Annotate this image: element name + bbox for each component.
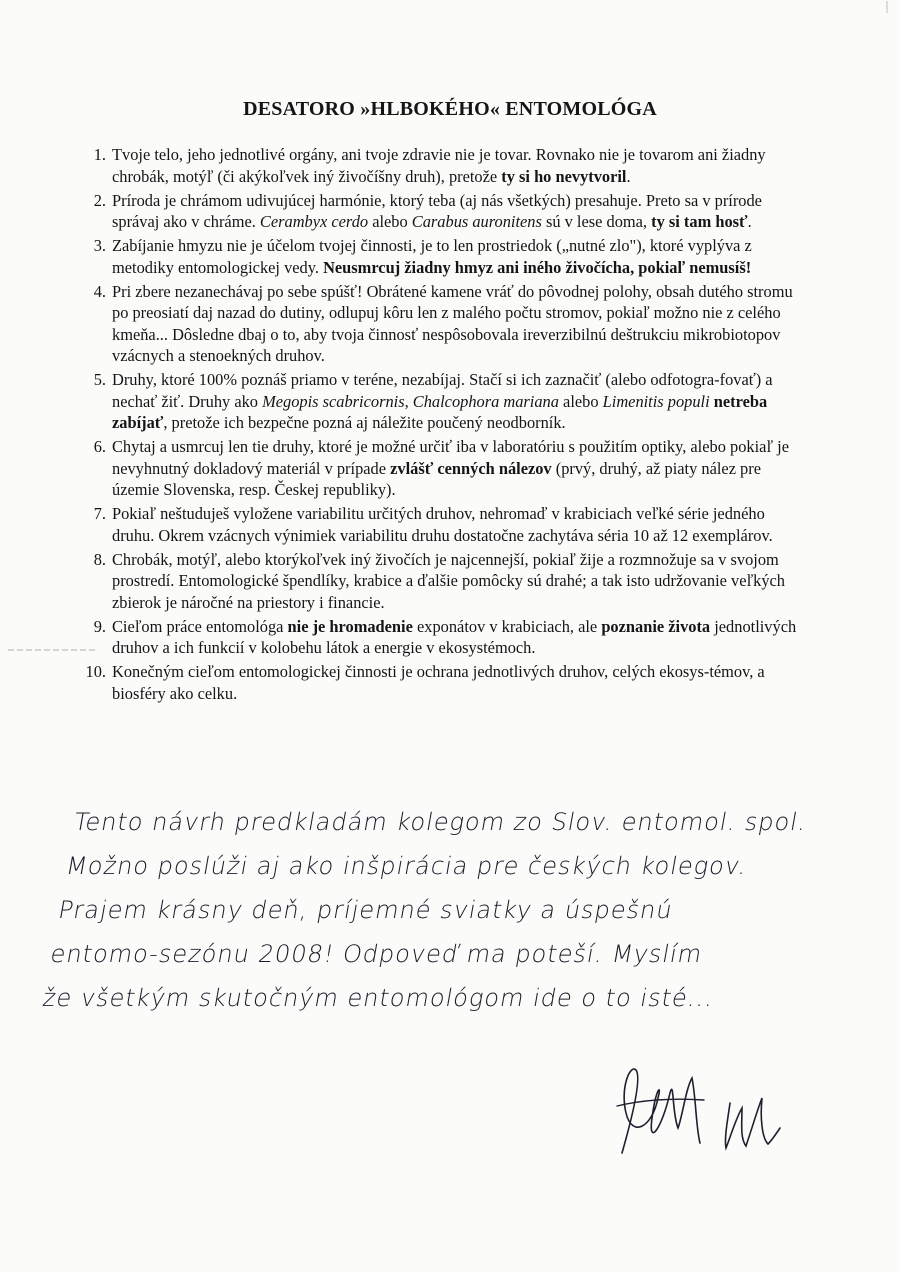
rule-text: [112, 617, 796, 658]
rule-number: 4.: [93, 281, 106, 301]
rule-text-segment: Druhy, ktoré 100% poznáš priamo v teréne, nezabíjaj. Stačí si ich zaznačiť (alebo odfotogra-fovať) a nechať žiť. Druhy ako: [112, 370, 773, 411]
rule-number: 3.: [93, 236, 106, 255]
rule-text-segment: .: [747, 212, 752, 231]
rule-text-segment: Tvoje telo, jeho jednotlivé orgány, ani tvoje zdravie nie je tovar. Rovnako nie je tovarom ani žiadny chrobák, motýľ (či akýkoľvek iný živočíšny druh), pretože: [112, 145, 766, 186]
rule-text-bold: zvlášť cenných nálezov: [390, 458, 552, 478]
scan-scratch: [8, 638, 98, 640]
rule-number: 9.: [93, 616, 106, 636]
rule-item: [84, 369, 804, 434]
rule-text-bold: ty si tam hosť: [651, 212, 748, 231]
rule-text: [112, 145, 766, 186]
rule-text-bold: Neusmrcuj žiadny hmyz ani iného živočícha, pokiaľ nemusíš!: [323, 257, 752, 277]
rule-number: 5.: [93, 370, 106, 389]
rule-text-segment: , pretože ich bezpečne pozná aj náležite poučený neodborník.: [163, 413, 566, 432]
rule-text-bold: netreba zabíjať: [112, 391, 768, 432]
rule-item: [84, 281, 804, 367]
rule-text: [112, 504, 773, 545]
rule-number: 2.: [93, 190, 106, 210]
handwritten-line: že všetkým skutočným entomológom ide o to isté...: [40, 984, 717, 1012]
rule-text-italic: Megopis scabricornis: [262, 391, 405, 411]
rule-text-segment: .: [626, 166, 631, 186]
rule-text-segment: Cieľom práce entomológa: [112, 616, 288, 636]
rule-number: 7.: [93, 504, 106, 523]
rule-text-segment: exponátov v krabiciach, ale: [412, 616, 602, 636]
rule-text: [112, 437, 789, 499]
handwritten-note: [39, 800, 838, 1020]
rule-item: [84, 436, 804, 501]
rule-number: 6.: [93, 437, 106, 456]
rule-text-segment: (prvý, druhý, až piaty nález pre územie Slovenska, resp. Českej republiky).: [112, 458, 761, 499]
rule-item: [84, 144, 804, 187]
handwritten-line: Tento návrh predkladám kolegom zo Slov. entomol. spol.: [71, 808, 810, 836]
rule-text-segment: alebo: [558, 391, 603, 411]
rule-text-segment: jednotlivých druhov a ich funkcií v kolobehu látok a energie v ekosystémoch.: [112, 616, 797, 657]
rule-text-bold: poznanie života: [601, 616, 711, 636]
rule-text-italic: Cerambyx cerdo: [259, 212, 369, 231]
rule-item: [84, 661, 804, 704]
rule-text-segment: Chytaj a usmrcuj len tie druhy, ktoré je možné určiť iba v laboratóriu s použitím optiky, alebo pokiaľ je nevyhnutný dokladový materiál v prípade: [112, 437, 790, 478]
handwritten-signature: [612, 1058, 792, 1168]
rule-text: [112, 550, 785, 612]
rule-text-italic: Limenitis populi: [602, 391, 710, 411]
rule-text-segment: Príroda je chrámom udivujúcej harmónie, ktorý teba (aj nás všetkých) presahuje. Preto sa v prírode správaj ako v chráme.: [112, 190, 762, 231]
rule-text-segment: Zabíjanie hmyzu nie je účelom tvojej činnosti, je to len prostriedok („nutné zlo"), ktoré vyplýva z metodiky entomologickej vedy.: [112, 236, 752, 277]
rule-text-italic: Chalcophora mariana: [412, 391, 559, 411]
rule-text-segment: Chrobák, motýľ, alebo ktorýkoľvek iný živočích je najcennejší, pokiaľ žije a rozmnožuje sa v svojom prostredí. Entomologické špendlíky, krabice a ďalšie pomôcky sú drahé; a tak isto udržovanie veľkých zbierok je náročné na priestory i financie.: [112, 549, 785, 612]
rule-text: [112, 191, 762, 232]
scan-mark: [884, 0, 892, 12]
rule-text: [112, 282, 793, 366]
rule-item: [84, 190, 804, 233]
handwritten-line: entomo-sezónu 2008! Odpoveď ma poteší. Myslím: [48, 940, 705, 968]
rule-text-bold: ty si ho nevytvoril: [501, 166, 627, 186]
rule-text-segment: sú v lese doma,: [541, 212, 652, 231]
rule-text-bold: nie je hromadenie: [287, 616, 413, 636]
rule-number: 1.: [93, 145, 106, 164]
page-title: DESATORO »HLBOKÉHO« ENTOMOLÓGA: [243, 98, 657, 120]
handwritten-line: Možno poslúži aj ako inšpirácia pre českých kolegov.: [63, 852, 750, 880]
rule-item: [84, 503, 804, 546]
rule-item: [84, 235, 804, 278]
rule-text-segment: Konečným cieľom entomologickej činnosti je ochrana jednotlivých druhov, celých ekosys-témov, a biosféry ako celku.: [112, 662, 765, 703]
rule-text-segment: ,: [404, 391, 413, 411]
rule-text: [112, 236, 752, 277]
rule-text-segment: Pokiaľ neštuduješ vyložene variabilitu určitých druhov, nehromaď v krabiciach veľké série jedného druhu. Okrem vzácnych výnimiek variabilitu druhu dostatočne zachytáva séria 10 až 12 exemplárov.: [112, 504, 773, 545]
rule-item: [84, 616, 804, 659]
rule-text-segment: alebo: [368, 212, 412, 231]
rule-item: [84, 549, 804, 614]
rules-list: [84, 144, 804, 707]
handwritten-line: Prajem krásny deň, príjemné sviatky a úspešnú: [56, 896, 676, 924]
rule-text: [112, 370, 773, 432]
rule-text: [112, 662, 765, 703]
rule-number: 8.: [93, 549, 106, 569]
rule-number: 10.: [85, 662, 106, 681]
rule-text-italic: Carabus auronitens: [411, 212, 542, 231]
rule-text-segment: Pri zbere nezanechávaj po sebe spúšť! Obrátené kamene vráť do pôvodnej polohy, obsah dutého stromu po preosiatí daj nazad do dutiny, odlupuj kôru len z malého počtu stromov, pokiaľ možno nie z celého kmeňa... Dôsledne dbaj o to, aby tvoja činnosť nespôsobovala ireverzibilnú deštrukciu mikrobiotopov vzácnych a stenoekných druhov.: [112, 281, 793, 365]
